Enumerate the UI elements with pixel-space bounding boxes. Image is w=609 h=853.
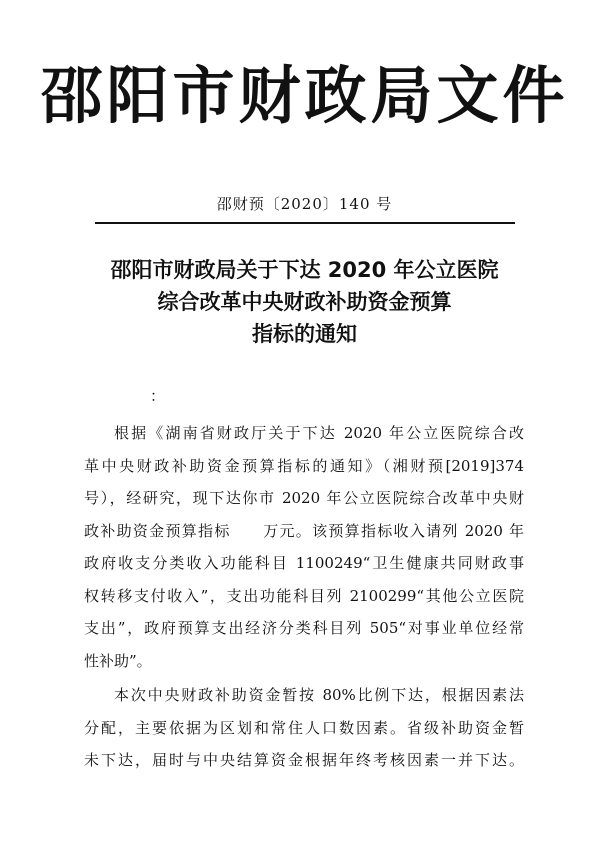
body-line: 号），经研究，现下达你市 2020 年公立医院综合改革中央财 <box>84 489 524 507</box>
body-line: 未下达，届时与中央结算资金根据年终考核因素一并下达。 <box>84 751 524 769</box>
body-line: 性补助”。 <box>84 651 152 670</box>
body-line: 根据《湖南省财政厅关于下达 2020 年公立医院综合改 <box>114 424 524 442</box>
body-line: 政补助资金预算指标 万元。该预算指标收入请列 2020 年 <box>84 521 524 540</box>
body-line: 权转移支付收入”，支出功能科目列 2100299“其他公立医院 <box>84 586 524 605</box>
body-line: 支出”，政府预算支出经济分类科目列 505“对事业单位经常 <box>84 619 524 637</box>
header-divider <box>95 222 515 224</box>
document-masthead: 邵阳市财政局文件 <box>40 59 569 132</box>
body-line: 分配，主要依据为区划和常住人口数因素。省级补助资金暂 <box>84 718 524 737</box>
document-title <box>0 254 609 350</box>
paragraph <box>84 417 524 677</box>
document-body <box>84 417 524 777</box>
title-line: 指标的通知 <box>252 322 357 346</box>
body-line: 政府收支分类收入功能科目 1100249“卫生健康共同财政事 <box>84 554 524 572</box>
paragraph <box>84 679 524 777</box>
document-number: 邵财预〔2020〕140 号 <box>216 195 393 213</box>
title-line: 邵阳市财政局关于下达 2020 年公立医院 <box>110 258 499 282</box>
salutation: ： <box>150 387 166 405</box>
title-line: 综合改革中央财政补助资金预算 <box>157 290 452 314</box>
body-line: 革中央财政补助资金预算指标的通知》（湘财预[2019]374 <box>84 456 524 475</box>
body-line: 本次中央财政补助资金暂按 80%比例下达，根据因素法 <box>114 686 524 704</box>
